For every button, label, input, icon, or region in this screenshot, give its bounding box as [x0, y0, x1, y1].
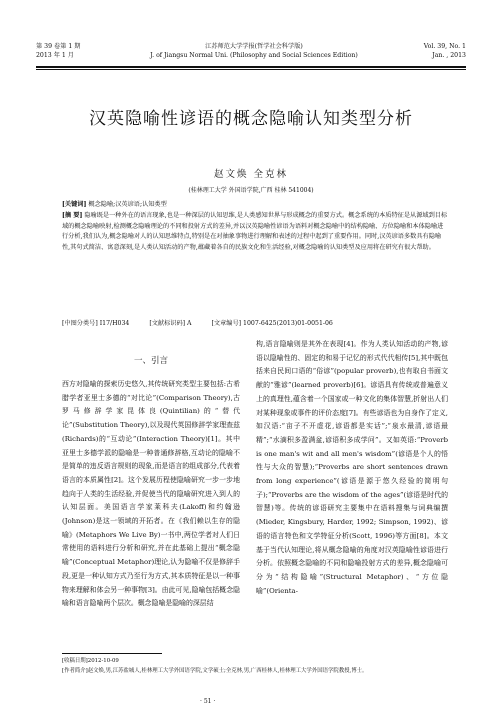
volume-en: Vol. 39, No. 1 — [423, 43, 466, 50]
footnote-rule — [62, 653, 162, 654]
abstract-label: [摘 要] — [62, 212, 83, 219]
section-heading: 一、引言 — [133, 356, 168, 366]
footnote-block — [62, 657, 450, 676]
footnote-received: [收稿日期]2012-10-09 — [62, 658, 119, 664]
paper-authors: 赵文焕 全克林 — [213, 169, 289, 180]
footnote-authors: [作者简介]赵文焕,男,江苏盐城人,桂林理工大学外国语学院,文学硕士;全克林,男,广西桂林人,桂林理工大学外国语学院教授,博士。 — [62, 667, 368, 674]
page-number: · 51 · — [200, 698, 216, 705]
header-rule-thin — [36, 69, 466, 70]
body-left-column: 西方对隐喻的探索历史悠久,其传统研究类型主要包括:古希腊学者亚里士多德的“对比论”(Comparison Theory),古罗马修辞学家昆体良(Quintilian)的“替代论”(Substitution Theory),以及现代英国修辞学家理查兹(Richards)的“互动论”(Interaction Theory)[1]。其中亚里士多德学派的隐喻是一种普通修辞格,互动论的隐喻不是简单的违反语言规则的现象,而是语言的组成部分,代表着语言的本质属性[2]。这个发展历程使隐喻研究一步一步地趋向于人类的生活经验,并促使当代的隐喻研究进入到人的认知层面。美国语言学家莱科夫(Lakoff)和约翰逊(Johnson)是这一领域的开拓者。在《我们赖以生存的隐喻》(Metaphors We Live By)一书中,两位学者对人们日常使用的语料进行分析和研究,并在此基础上提出“概念隐喻”(Conceptual Metaphor)理论,认为隐喻不仅是修辞手段,更是一种认知方式乃至行为方式,其本质特征是以一种事物来理解和体会另一种事物[3]。由此可见,隐喻包括概念隐喻和语言隐喻两个层次。概念隐喻是隐喻的深层结 — [62, 380, 240, 608]
header-center — [144, 43, 364, 60]
date-en: Jan. , 2013 — [432, 51, 466, 59]
keywords-block — [62, 200, 448, 211]
volume-issue: 第 39 卷第 1 期 — [36, 43, 81, 50]
journal-name-en: J. of Jiangsu Normal Uni. (Philosophy and Social Sciences Edition) — [150, 51, 358, 59]
abstract-text: 隐喻既是一种外在的语言现象,也是一种深层的认知思维,是人类感知世界与形成概念的重要方式。概念系统的本质特征是从源域到目标域的概念隐喻映射,检测概念隐喻理论的不同和投射方式的差异,并以汉英隐喻性谚语为语料对概念隐喻中的结构隐喻、方位隐喻和本体隐喻进行分析,我们认为,概念隐喻对人的认知思维特点,特别是在对抽象事物进行理解和表述的过程中起到了重要作用。同时,汉英谚语多数具有隐喻性,其句式简洁、寓意深刻,是人类认知活动的产物,蕴藏着各自的民族文化和生活经验,对概念隐喻的认知类型及应用将在研究有很大帮助。 — [62, 212, 448, 251]
journal-name-cn: 江苏师范大学学报(哲学社会科学版) — [205, 43, 303, 50]
article-number: [文章编号] 1007-6425(2013)01-0051-06 — [211, 320, 333, 327]
keywords-text: 概念隐喻;汉英谚语;认知类型 — [88, 201, 167, 208]
paper-affiliation: (桂林理工大学 外国语学院,广西 桂林 541004) — [188, 187, 314, 194]
clc-number: [中图分类号] I17/H034 — [62, 320, 130, 327]
classification-line — [62, 318, 448, 327]
header-right — [424, 43, 466, 60]
keywords-label: [关键词] — [62, 201, 87, 208]
body-right-column: 构,语言隐喻则是其外在表现[4]。作为人类认知活动的产物,谚语以隐喻性的、固定的和易于记忆的形式代代相传[5],其中既包括来自民间口语的“俗谚”(popular proverb),也有取自书面文献的“雅谚”(learned proverb)[6]。谚语具有传统或普遍意义上的真理性,蕴含着一个国家或一种文化的集体智慧,折射出人们对某种现象或事件的评价态度[7]。有些谚语也为自身作了定义,如汉语:“亩子不开虚花,谚语都是实话”;“泉水最清,谚语最精”;“水滴积多盈满盆,谚语积多成学问”。又如英语:“Proverb is one man's wit and all men's wisdom”(谚语是个人的悟性与大众的智慧);“Proverbs are short sentences drawn from long experience”(谚语是源于悠久经验的简明句子);“Proverbs are the wisdom of the ages”(谚语是时代的智慧)等。传统的谚语研究主要集中在语料搜集与词典编撰(Mieder, Kingsbury, Harder, 1992; Simpson, 1992)、谚语的语言特色和文学特征分析(Scott, 1996)等方面[8]。本文基于当代认知理论,将从概念隐喻的角度对汉英隐喻性谚语进行分析。依照概念隐喻的不同和隐喻投射方式的差异,概念隐喻可分为“结构隐喻”(Structural Metaphor)、“方位隐喻”(Orienta- — [256, 340, 448, 595]
date-cn: 2013 年 1 月 — [36, 51, 74, 59]
abstract-block — [62, 211, 448, 253]
header-left — [36, 43, 80, 60]
document-code: [文献标识码] A — [149, 320, 192, 327]
header-rule-thick — [36, 66, 466, 68]
paper-title: 汉英隐喻性谚语的概念隐喻认知类型分析 — [89, 109, 413, 129]
